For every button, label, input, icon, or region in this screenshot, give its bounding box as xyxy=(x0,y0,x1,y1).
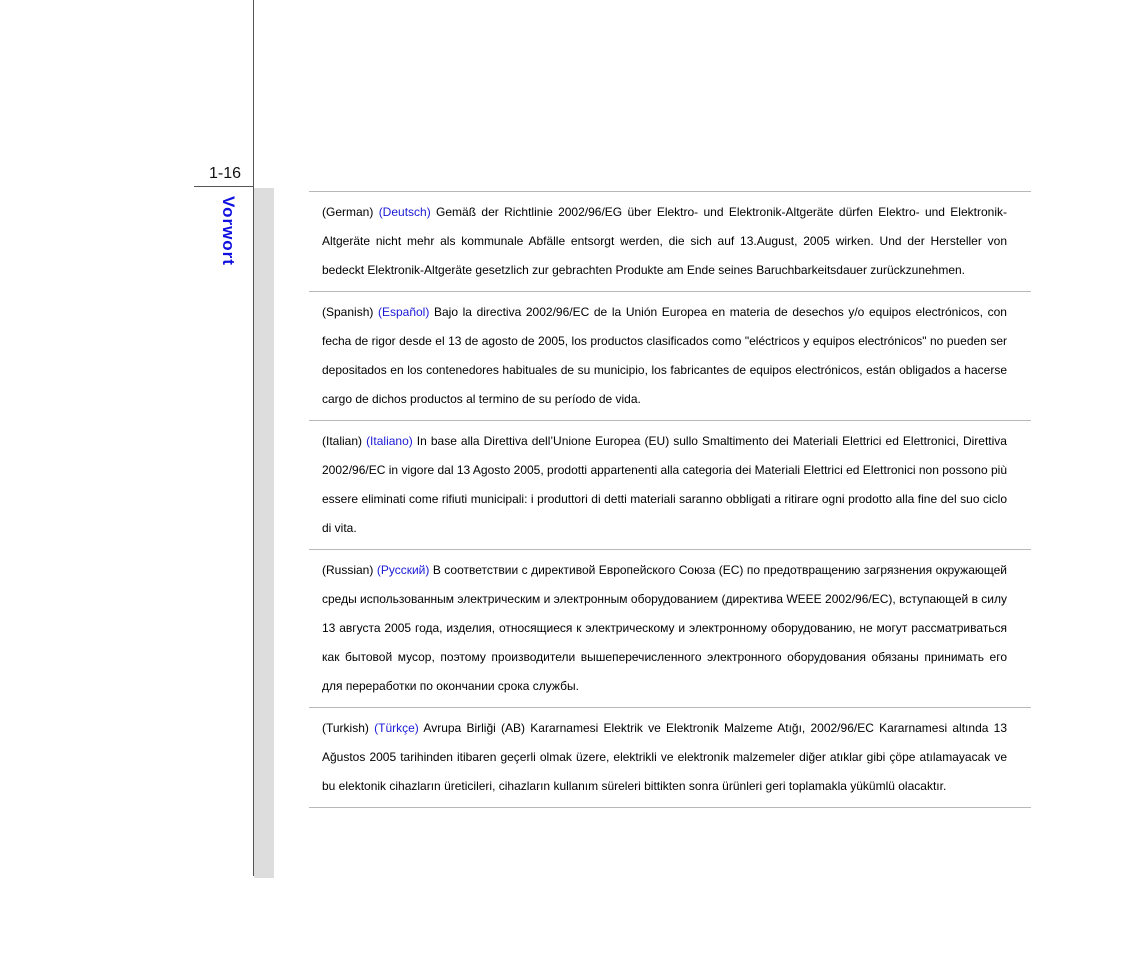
entry-language: (Spanish) xyxy=(322,305,374,319)
entry-language: (German) xyxy=(322,205,374,219)
entry-german xyxy=(309,192,1031,292)
entry-language: (Italian) xyxy=(322,434,363,448)
entry-italian xyxy=(309,421,1031,550)
entry-native-language: (Türkçe) xyxy=(374,721,419,735)
entry-language: (Turkish) xyxy=(322,721,369,735)
entry-spanish xyxy=(309,292,1031,421)
entry-language: (Russian) xyxy=(322,563,374,577)
entry-native-language: (Español) xyxy=(377,305,430,319)
entry-native-language: (Deutsch) xyxy=(378,205,431,219)
sidebar-gray-bar xyxy=(254,188,274,878)
section-title-vertical: Vorwort xyxy=(219,196,238,266)
entry-text: В соответствии с директивой Европейского Союза (ЕС) по предотвращению загрязнения окружающей среды использованным электрическим и электронным оборудованием (директива WEEE 2002/96/EC), вступающей в силу 13 августа 2005 года, изделия, относящиеся к электрическому и электронному оборудованию, не могут рассматриваться как бытовой мусор, поэтому производители вышеперечисленного электронного оборудования обязаны принимать его для переработки по окончании срока службы. xyxy=(322,563,1007,693)
page-number-rule xyxy=(194,186,253,187)
entry-text: Bajo la directiva 2002/96/EC de la Unión Europea en materia de desechos y/o equipos electrónicos, con fecha de rigor desde el 13 de agosto de 2005, los productos clasificados como "eléctricos y equipos electrónicos" no pueden ser depositados en los contenedores habituales de su municipio, los fabricantes de equipos electrónicos, están obligados a hacerse cargo de dichos productos al termino de su período de vida. xyxy=(322,305,1007,406)
page-number: 1-16 xyxy=(209,165,242,182)
weee-language-table xyxy=(309,191,1031,808)
entry-text: In base alla Direttiva dell’Unione Europea (EU) sullo Smaltimento dei Materiali Elettrici ed Elettronici, Direttiva 2002/96/EC in vigore dal 13 Agosto 2005, prodotti appartenenti alla categoria dei Materiali Elettrici ed Elettronici non possono più essere eliminati come rifiuti municipali: i produttori di detti materiali saranno obbligati a ritirare ogni prodotto alla fine del suo ciclo di vita. xyxy=(322,434,1007,535)
entry-native-language: (Italiano) xyxy=(366,434,413,448)
entry-text: Avrupa Birliği (AB) Kararnamesi Elektrik ve Elektronik Malzeme Atığı, 2002/96/EC Kararnamesi altında 13 Ağustos 2005 tarihinden itibaren geçerli olmak üzere, elektrikli ve elektronik malzemeler diğer atıklar gibi çöpe atılamayacak ve bu elektonik cihazların üreticileri, cihazların kullanım süreleri bittikten sonra ürünleri geri toplamakla yükümlü olacaktır. xyxy=(322,721,1008,793)
entry-turkish xyxy=(309,708,1031,808)
entry-text: Gemäß der Richtlinie 2002/96/EG über Elektro- und Elektronik-Altgeräte dürfen Elektro- und Elektronik-Altgeräte nicht mehr als kommunale Abfälle entsorgt werden, die sich auf 13.August, 2005 wirken. Und der Hersteller von bedeckt Elektronik-Altgeräte gesetzlich zur gebrachten Produkte am Ende seines Baruchbarkeitsdauer zurückzunehmen. xyxy=(322,205,1007,277)
entry-native-language: (Русский) xyxy=(376,563,430,577)
entry-russian xyxy=(309,550,1031,708)
